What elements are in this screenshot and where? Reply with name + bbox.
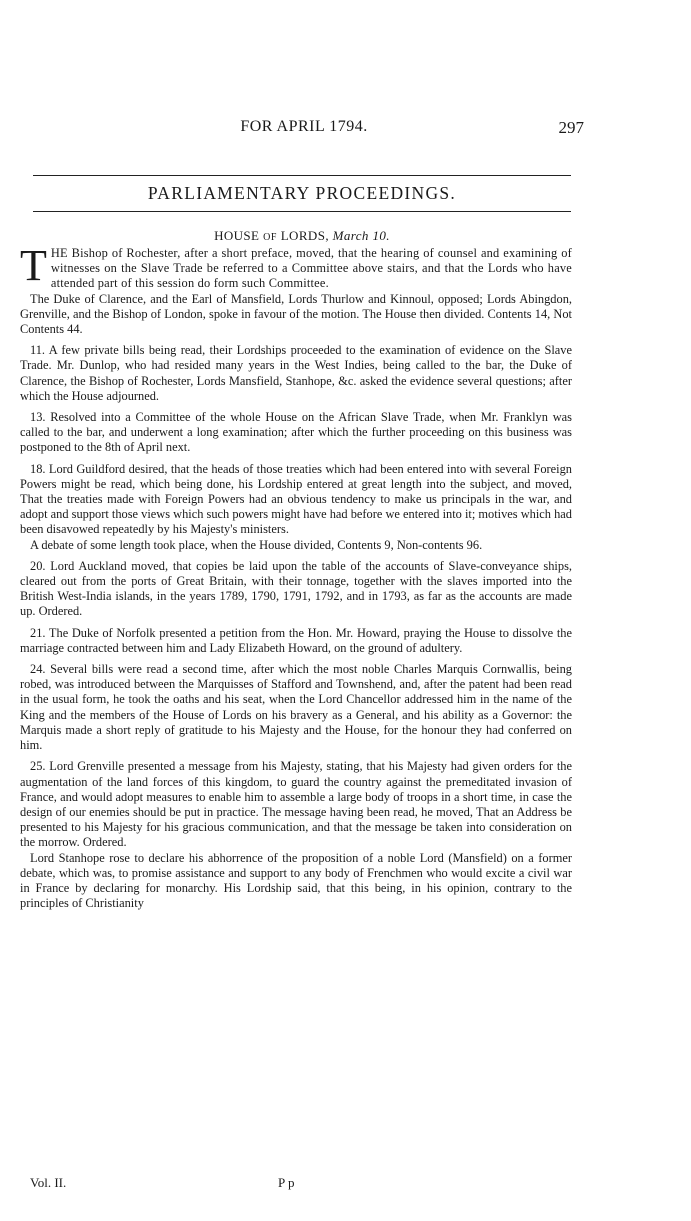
article-body xyxy=(20,241,572,911)
paragraph-4: 13. Resolved into a Committee of the whole House on the African Slave Trade, when Mr. Franklyn was called to the bar, and underwent a long examination; after which the further proceeding on this business was postponed to the 8th of April next. xyxy=(20,410,572,455)
running-title: FOR APRIL 1794. xyxy=(240,118,368,135)
drop-cap: T xyxy=(20,241,47,290)
paragraph-10: 25. Lord Grenville presented a message from his Majesty, stating, that his Majesty had given orders for the augmentation of the land forces of this kingdom, to guard the country against the premeditated invasion of France, and would adopt measures to enable him to assemble a large body of troops in a short time, in case the design of our enemies should be put in practice. The message having been read, he moved, That an Address be presented to his Majesty for his gracious communication, and that the message be taken into consideration on the morrow. Ordered. xyxy=(20,759,572,850)
paragraph-1-text: HE Bishop of Rochester, after a short preface, moved, that the hearing of counsel and examining of witnesses on the Slave Trade be referred to a Committee above stairs, and that the Lords who have attended part of this session do form such Committee. xyxy=(50,246,572,291)
top-rule xyxy=(33,175,571,176)
paragraph-1 xyxy=(20,241,572,292)
paragraph-3: 11. A few private bills being read, their Lordships proceeded to the examination of evidence on the Slave Trade. Mr. Dunlop, who had resided many years in the West Indies, being called to the bar, the Duke of Clarence, the Bishop of Rochester, Lords Mansfield, Stanhope, &c. asked the evidence several questions; after which the House adjourned. xyxy=(20,343,572,403)
page-number: 297 xyxy=(558,118,584,137)
section-title: PARLIAMENTARY PROCEEDINGS. xyxy=(147,183,457,203)
paragraph-7: 20. Lord Auckland moved, that copies be laid upon the table of the accounts of Slave-conveyance ships, cleared out from the ports of Great Britain, with their tonnage, together with the slaves imported into the British West-India islands, in the years 1789, 1790, 1791, 1792, and in 1793, as far as the accounts are made up. Ordered. xyxy=(20,558,572,619)
sitting-date: March 10. xyxy=(332,228,390,243)
paragraph-2: The Duke of Clarence, and the Earl of Mansfield, Lords Thurlow and Kinnoul, opposed; Lords Abingdon, Grenville, and the Bishop of London, spoke in favour of the motion. The House then divided. Contents 14, Not Contents 44. xyxy=(20,291,572,337)
paragraph-8: 21. The Duke of Norfolk presented a petition from the Hon. Mr. Howard, praying the House to dissolve the marriage contracted between him and Lady Elizabeth Howard, on the ground of adultery. xyxy=(20,625,572,655)
house-word: HOUSE xyxy=(214,228,260,243)
lords-word: LORDS, xyxy=(280,228,329,243)
page-footer xyxy=(30,1175,330,1193)
paragraph-6: A debate of some length took place, when the House divided, Contents 9, Non-contents 96. xyxy=(30,537,483,552)
volume-label: Vol. II. xyxy=(30,1175,67,1190)
paragraph-11: Lord Stanhope rose to declare his abhorrence of the proposition of a noble Lord (Mansfield) on a former debate, which was, to promise assistance and support to any body of Frenchmen who would excite a civil war in France by declaring for monarchy. His Lordship said, that this being, in his opinion, contrary to the principles of Christianity xyxy=(20,850,572,911)
signature-mark: P p xyxy=(278,1175,295,1190)
house-heading xyxy=(33,228,571,244)
paragraph-5: 18. Lord Guildford desired, that the heads of those treaties which had been entered into with several Foreign Powers might be read, which being done, his Lordship entered at great length into the subject, and moved, That the treaties made with Foreign Powers had an obvious tendency to make us principals in the war, and adopt and support those views which such powers might have had before we entered into it; motives which had been disavowed repeatedly by his Majesty's ministers. xyxy=(20,461,572,537)
of-word: OF xyxy=(263,232,278,243)
running-head xyxy=(30,118,584,142)
paragraph-9: 24. Several bills were read a second time, after which the most noble Charles Marquis Cornwallis, being robed, was introduced between the Marquisses of Stafford and Townshend, and, after the patent had been read in the usual form, he took the oaths and his seat, when the Lord Chancellor addressed him in the name of the King and the members of the House of Lords on his bravery as a General, and his ability as a Governor: the Marquis made a short reply of gratitude to his Majesty and the House, for the honour they had conferred on him. xyxy=(20,662,572,753)
bottom-rule xyxy=(33,211,571,212)
